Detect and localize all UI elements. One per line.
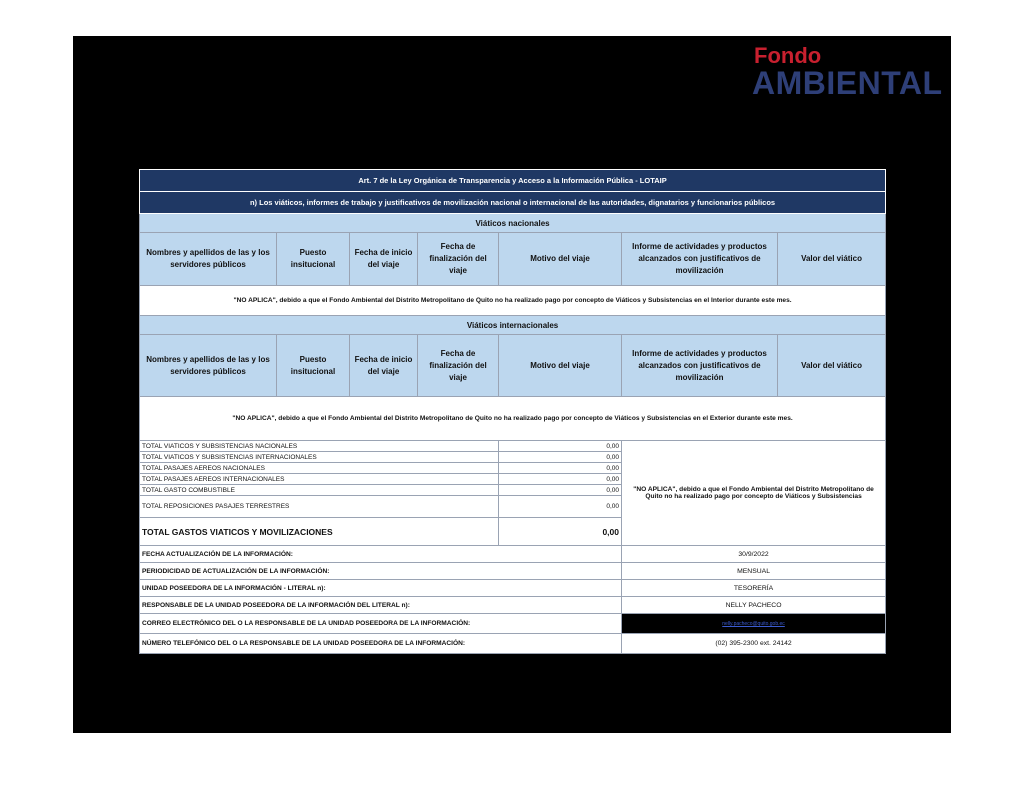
total-value: 0,00 — [499, 474, 622, 485]
meta-label: RESPONSABLE DE LA UNIDAD POSEEDORA DE LA INFORMACIÓN DEL LITERAL n): — [140, 597, 622, 614]
column-header: Informe de actividades y productos alcanzados con justificativos de movilización — [622, 233, 778, 286]
column-header: Puesto insitucional — [277, 335, 350, 397]
meta-label: FECHA ACTUALIZACIÓN DE LA INFORMACIÓN: — [140, 546, 622, 563]
total-label: TOTAL PASAJES AEREOS NACIONALES — [140, 463, 499, 474]
meta-value: NELLY PACHECO — [622, 597, 886, 614]
grand-total-value: 0,00 — [499, 518, 622, 546]
column-header: Fecha de finalización del viaje — [418, 233, 499, 286]
grand-total-label: TOTAL GASTOS VIATICOS Y MOVILIZACIONES — [140, 518, 499, 546]
column-header: Fecha de finalización del viaje — [418, 335, 499, 397]
total-label: TOTAL GASTO COMBUSTIBLE — [140, 485, 499, 496]
meta-value: MENSUAL — [622, 563, 886, 580]
page-title: Art. 7 de la Ley Orgánica de Transparencia y Acceso a la Información Pública - LOTAIP — [140, 170, 886, 192]
viaticos-table — [139, 169, 886, 654]
meta-label: CORREO ELECTRÓNICO DEL O LA RESPONSABLE DE LA UNIDAD POSEEDORA DE LA INFORMACIÓN: — [140, 614, 622, 634]
column-header: Valor del viático — [778, 233, 886, 286]
column-header: Informe de actividades y productos alcanzados con justificativos de movilización — [622, 335, 778, 397]
meta-label: NÚMERO TELEFÓNICO DEL O LA RESPONSABLE DE LA UNIDAD POSEEDORA DE LA INFORMACIÓN: — [140, 634, 622, 654]
fondo-ambiental-logo — [752, 44, 944, 100]
total-label: TOTAL VIATICOS Y SUBSISTENCIAS INTERNACIONALES — [140, 452, 499, 463]
total-label: TOTAL VIATICOS Y SUBSISTENCIAS NACIONALES — [140, 441, 499, 452]
total-value: 0,00 — [499, 452, 622, 463]
column-header: Motivo del viaje — [499, 233, 622, 286]
meta-value: TESORERÍA — [622, 580, 886, 597]
total-value: 0,00 — [499, 485, 622, 496]
logo-line-1: Fondo — [754, 43, 822, 68]
totals-note: "NO APLICA", debido a que el Fondo Ambiental del Distrito Metropolitano de Quito no ha realizado pago por concepto de Viáticos y Subsistencias — [622, 441, 886, 546]
meta-label: PERIODICIDAD DE ACTUALIZACIÓN DE LA INFORMACIÓN: — [140, 563, 622, 580]
total-value: 0,00 — [499, 463, 622, 474]
total-label: TOTAL PASAJES AEREOS INTERNACIONALES — [140, 474, 499, 485]
column-header: Valor del viático — [778, 335, 886, 397]
column-header: Nombres y apellidos de las y los servidores públicos — [140, 233, 277, 286]
page-subtitle: n) Los viáticos, informes de trabajo y justificativos de movilización nacional o internacional de las autoridades, dignatarios y funcionarios públicos — [140, 192, 886, 214]
email-cell — [622, 614, 886, 634]
internacionales-heading: Viáticos internacionales — [140, 316, 886, 335]
meta-value: 30/9/2022 — [622, 546, 886, 563]
lotaip-sheet — [139, 169, 885, 654]
column-header: Puesto insitucional — [277, 233, 350, 286]
total-label: TOTAL REPOSICIONES PASAJES TERRESTRES — [140, 496, 499, 518]
nacionales-note: "NO APLICA", debido a que el Fondo Ambiental del Distrito Metropolitano de Quito no ha realizado pago por concepto de Viáticos y Subsistencias en el Interior durante este mes. — [140, 286, 886, 316]
meta-label: UNIDAD POSEEDORA DE LA INFORMACIÓN - LITERAL n): — [140, 580, 622, 597]
internacionales-note: "NO APLICA", debido a que el Fondo Ambiental del Distrito Metropolitano de Quito no ha realizado pago por concepto de Viáticos y Subsistencias en el Exterior durante este mes. — [140, 397, 886, 441]
total-value: 0,00 — [499, 496, 622, 518]
meta-value: (02) 395-2300 ext. 24142 — [622, 634, 886, 654]
total-value: 0,00 — [499, 441, 622, 452]
email-link[interactable]: nelly.pacheco@quito.gob.ec — [722, 621, 785, 627]
column-header: Motivo del viaje — [499, 335, 622, 397]
column-header: Fecha de inicio del viaje — [350, 233, 418, 286]
column-header: Nombres y apellidos de las y los servidores públicos — [140, 335, 277, 397]
column-header: Fecha de inicio del viaje — [350, 335, 418, 397]
logo-line-2: AMBIENTAL — [752, 65, 943, 101]
nacionales-heading: Viáticos nacionales — [140, 214, 886, 233]
